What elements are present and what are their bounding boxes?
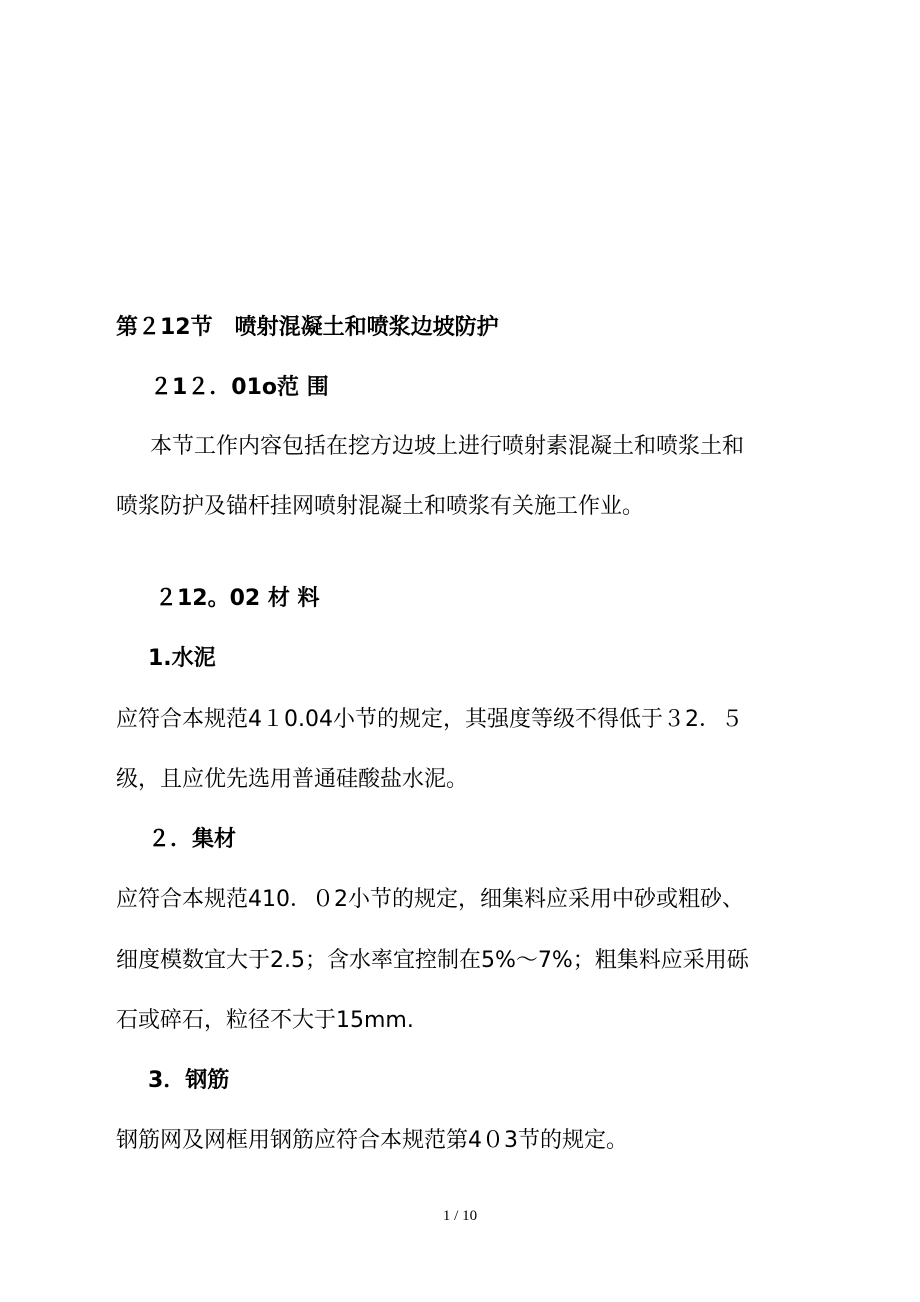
section-title: 第２12节 喷射混凝土和喷浆边坡防护 [116,315,499,340]
page-number: 1 / 10 [442,1208,478,1224]
aggregate-text-line: 石或碎石，粒径不大于15mm. [116,1008,414,1033]
aggregate-text-line: 细度模数宜大于2.5；含水率宜控制在5%～7%；粗集料应采用砾 [116,948,749,973]
scope-paragraph-line: 喷浆防护及锚杆挂网喷射混凝土和喷浆有关施工作业。 [116,494,645,519]
cement-text-line: 级，且应优先选用普通硅酸盐水泥。 [116,767,469,792]
cement-text-line: 应符合本规范4１0.04小节的规定，其强度等级不得低于３2．５ [116,707,743,732]
subsection-heading-materials: ２12。02 材 料 [155,586,320,611]
rebar-text-line: 钢筋网及网框用钢筋应符合本规范第4０3节的规定。 [116,1128,628,1153]
item-heading-cement: 1.水泥 [148,646,216,671]
subsection-heading-scope: ２1２．01o范 围 [150,375,329,400]
item-heading-aggregate: ２．集材 [148,827,237,852]
aggregate-text-line: 应符合本规范410．０2小节的规定，细集料应采用中砂或粗砂、 [116,887,744,912]
item-heading-rebar: 3．钢筋 [148,1068,230,1093]
scope-paragraph-line: 本节工作内容包括在挖方边坡上进行喷射素混凝土和喷浆土和 [150,434,745,459]
